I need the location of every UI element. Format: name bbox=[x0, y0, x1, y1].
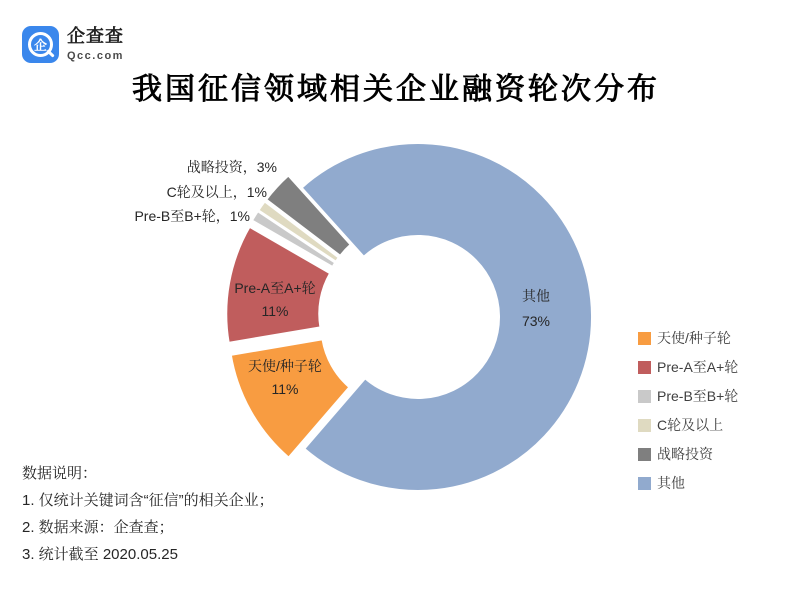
chart-title: 我国征信领域相关企业融资轮次分布 bbox=[132, 73, 660, 106]
slice-callout-strategic: 战略投资，3% bbox=[186, 159, 277, 175]
legend-item-pre-a bbox=[638, 357, 738, 377]
legend-label-angel-seed: 天使/种子轮 bbox=[657, 330, 731, 346]
legend-item-other bbox=[638, 473, 738, 493]
legend-item-pre-b bbox=[638, 386, 738, 406]
notes-heading: 数据说明： bbox=[22, 465, 98, 482]
logo-glyph: 企 bbox=[33, 38, 47, 53]
legend-swatch-strategic bbox=[638, 448, 651, 461]
slice-label-pre-a: Pre-A至A+轮 bbox=[234, 280, 316, 296]
slice-label-other: 其他 bbox=[522, 288, 550, 304]
legend-label-other: 其他 bbox=[657, 475, 685, 491]
note-line: 1. 仅统计关键词含“征信”的相关企业； bbox=[22, 492, 274, 509]
note-line: 2. 数据来源：企查查； bbox=[22, 519, 174, 536]
legend-label-pre-b: Pre-B至B+轮 bbox=[657, 388, 739, 404]
data-notes bbox=[22, 460, 274, 568]
legend-label-strategic: 战略投资 bbox=[657, 446, 713, 462]
legend-item-c-and-above bbox=[638, 415, 738, 435]
slice-label-angel-seed: 天使/种子轮 bbox=[248, 358, 322, 374]
slice-value-pre-a: 11% bbox=[261, 303, 289, 319]
note-line: 3. 统计截至 2020.05.25 bbox=[22, 546, 178, 563]
slice-value-angel-seed: 11% bbox=[271, 381, 299, 397]
legend-swatch-pre-a bbox=[638, 361, 651, 374]
legend-swatch-c-and-above bbox=[638, 419, 651, 432]
legend-label-pre-a: Pre-A至A+轮 bbox=[657, 359, 739, 375]
legend-item-angel-seed bbox=[638, 328, 738, 348]
brand-domain: Qcc.com bbox=[67, 49, 124, 62]
chart-legend bbox=[638, 328, 738, 493]
slice-callout-pre-b: Pre-B至B+轮，1% bbox=[134, 208, 250, 224]
legend-item-strategic bbox=[638, 444, 738, 464]
slice-value-other: 73% bbox=[521, 313, 551, 329]
legend-swatch-pre-b bbox=[638, 390, 651, 403]
brand-name: 企查查 bbox=[67, 26, 124, 47]
legend-swatch-other bbox=[638, 477, 651, 490]
legend-swatch-angel-seed bbox=[638, 332, 651, 345]
legend-label-c-and-above: C轮及以上 bbox=[657, 417, 724, 433]
slice-callout-c-and-above: C轮及以上，1% bbox=[166, 184, 267, 200]
